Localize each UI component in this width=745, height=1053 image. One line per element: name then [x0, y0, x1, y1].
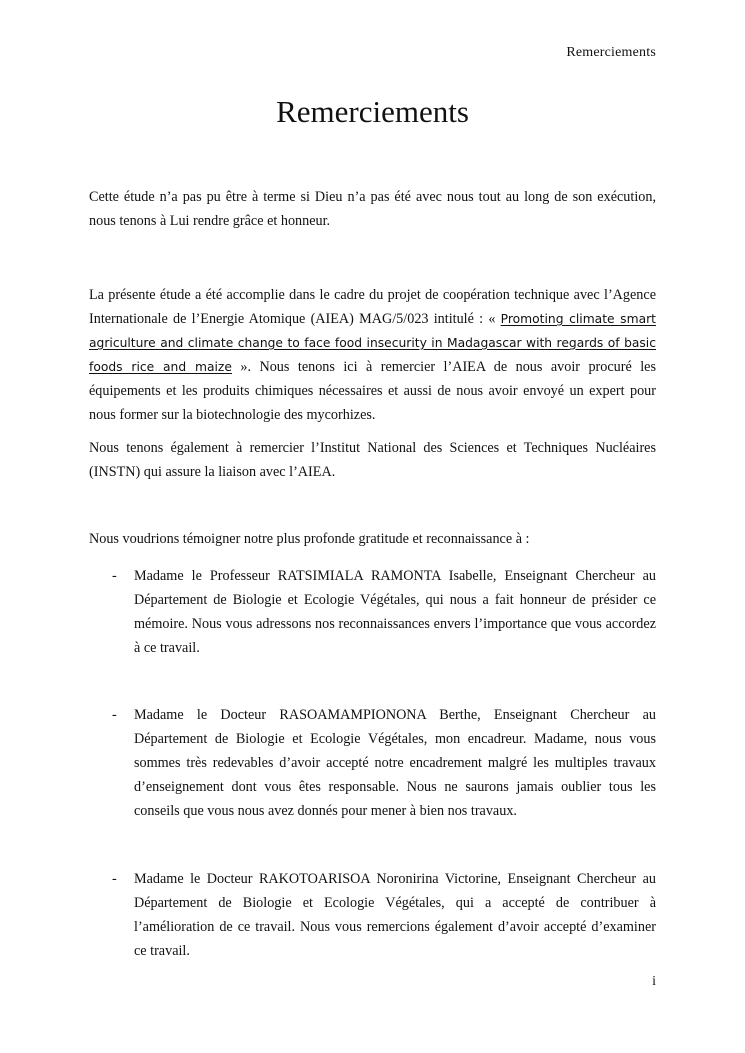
list-item-president — [89, 564, 656, 660]
page-number: i — [652, 974, 656, 989]
paragraph-iaea-thanks: ». Nous tenons ici à remercier l’AIEA de nous avoir procuré les équipements et les produits chimiques nécessaires et aussi de nous avoir envoyé un expert pour nous former sur la biotechnologie des mycorhizes. — [89, 359, 656, 423]
list-item-text: Madame le Docteur RAKOTOARISOA Noronirina Victorine, Enseignant Chercheur au Département de Biologie et Ecologie Végétales, qui a accepté de contribuer à l’amélioration de ce travail. Nous vous remercions également d’avoir accepté d’examiner ce travail. — [134, 871, 656, 959]
list-bullet: - — [112, 871, 117, 887]
paragraph-iaea-project — [89, 283, 656, 427]
page-title: Remerciements — [276, 94, 469, 129]
paragraph-instn: Nous tenons également à remercier l’Institut National des Sciences et Techniques Nucléaires (INSTN) qui assure la liaison avec l’AIEA. — [89, 440, 656, 480]
list-bullet: - — [112, 568, 117, 584]
list-item-text: Madame le Docteur RASOAMAMPIONONA Berthe, Enseignant Chercheur au Département de Biologie et Ecologie Végétales, mon encadreur. Madame, nous vous sommes très redevables d’avoir accepté notre encadrement malgré les multiples travaux d’enseignement dont vous êtes responsable. Nous ne saurons jamais oublier tous les conseils que vous nous avez donnés pour mener à bien nos travaux. — [134, 707, 656, 819]
list-item-text: Madame le Professeur RATSIMIALA RAMONTA Isabelle, Enseignant Chercheur au Département de Biologie et Ecologie Végétales, qui nous a fait honneur de présider ce mémoire. Nous vous adressons nos reconnaissances envers l’importance que vous accordez à ce travail. — [134, 568, 656, 656]
paragraph-divine-thanks: Cette étude n’a pas pu être à terme si Dieu n’a pas été avec nous tout au long de son exécution, nous tenons à Lui rendre grâce et honneur. — [89, 189, 656, 229]
project-title: Promoting climate smart agriculture and climate change to face food insecurity in Madagascar with regards of basic foods rice and maize — [89, 312, 656, 374]
list-item-examiner — [89, 867, 656, 963]
paragraph-iaea-intro: La présente étude a été accomplie dans le cadre du projet de coopération technique avec l’Agence Internationale de l’Energie Atomique (AIEA) MAG/5/023 intitulé : « — [89, 287, 656, 327]
list-item-supervisor — [89, 703, 656, 823]
running-header: Remerciements — [566, 45, 656, 60]
list-bullet: - — [112, 707, 117, 723]
paragraph-gratitude-intro: Nous voudrions témoigner notre plus profonde gratitude et reconnaissance à : — [89, 531, 530, 547]
